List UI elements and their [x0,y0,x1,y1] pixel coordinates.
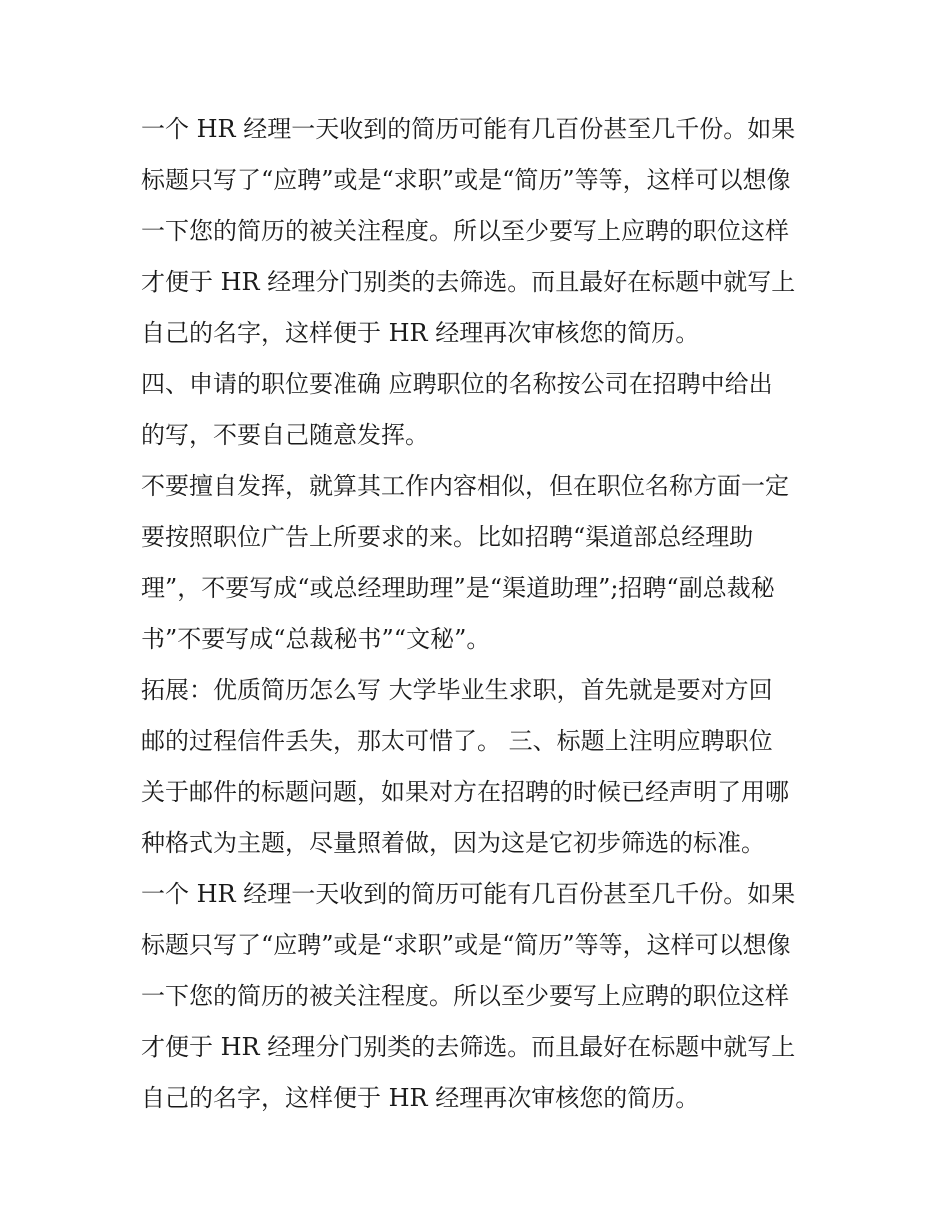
text-line: 才便于 HR 经理分门别类的去筛选。而且最好在标题中就写上 [141,268,796,296]
document-body [141,104,821,1124]
text-line: 书”不要写成“总裁秘书”“文秘”。 [141,625,491,653]
text-line: 标题只写了“应聘”或是“求职”或是“简历”等等，这样可以想像 [141,166,791,194]
text-line: 要按照职位广告上所要求的来。比如招聘“渠道部总经理助 [141,523,754,551]
text-line: 不要擅自发挥，就算其工作内容相似，但在职位名称方面一定 [141,472,789,500]
text-line: 四、申请的职位要准确 应聘职位的名称按公司在招聘中给出 [141,370,773,398]
text-line: 才便于 HR 经理分门别类的去筛选。而且最好在标题中就写上 [141,1033,796,1061]
text-line: 一下您的简历的被关注程度。所以至少要写上应聘的职位这样 [141,217,789,245]
text-line: 一个 HR 经理一天收到的简历可能有几百份甚至几千份。如果 [141,115,796,143]
text-line: 自己的名字，这样便于 HR 经理再次审核您的简历。 [141,1084,700,1112]
text-line: 拓展：优质简历怎么写 大学毕业生求职，首先就是要对方回 [141,676,773,704]
text-line: 关于邮件的标题问题，如果对方在招聘的时候已经声明了用哪 [141,778,789,806]
text-line: 理”，不要写成“或总经理助理”是“渠道助理”;招聘“副总裁秘 [141,574,775,602]
text-line: 标题只写了“应聘”或是“求职”或是“简历”等等，这样可以想像 [141,931,791,959]
text-line: 自己的名字，这样便于 HR 经理再次审核您的简历。 [141,319,700,347]
text-line: 一下您的简历的被关注程度。所以至少要写上应聘的职位这样 [141,982,789,1010]
text-line: 的写，不要自己随意发挥。 [141,421,429,449]
text-line: 一个 HR 经理一天收到的简历可能有几百份甚至几千份。如果 [141,880,796,908]
text-line: 邮的过程信件丢失，那太可惜了。 三、标题上注明应聘职位 [141,727,773,755]
text-line: 种格式为主题，尽量照着做，因为这是它初步筛选的标准。 [141,829,765,857]
